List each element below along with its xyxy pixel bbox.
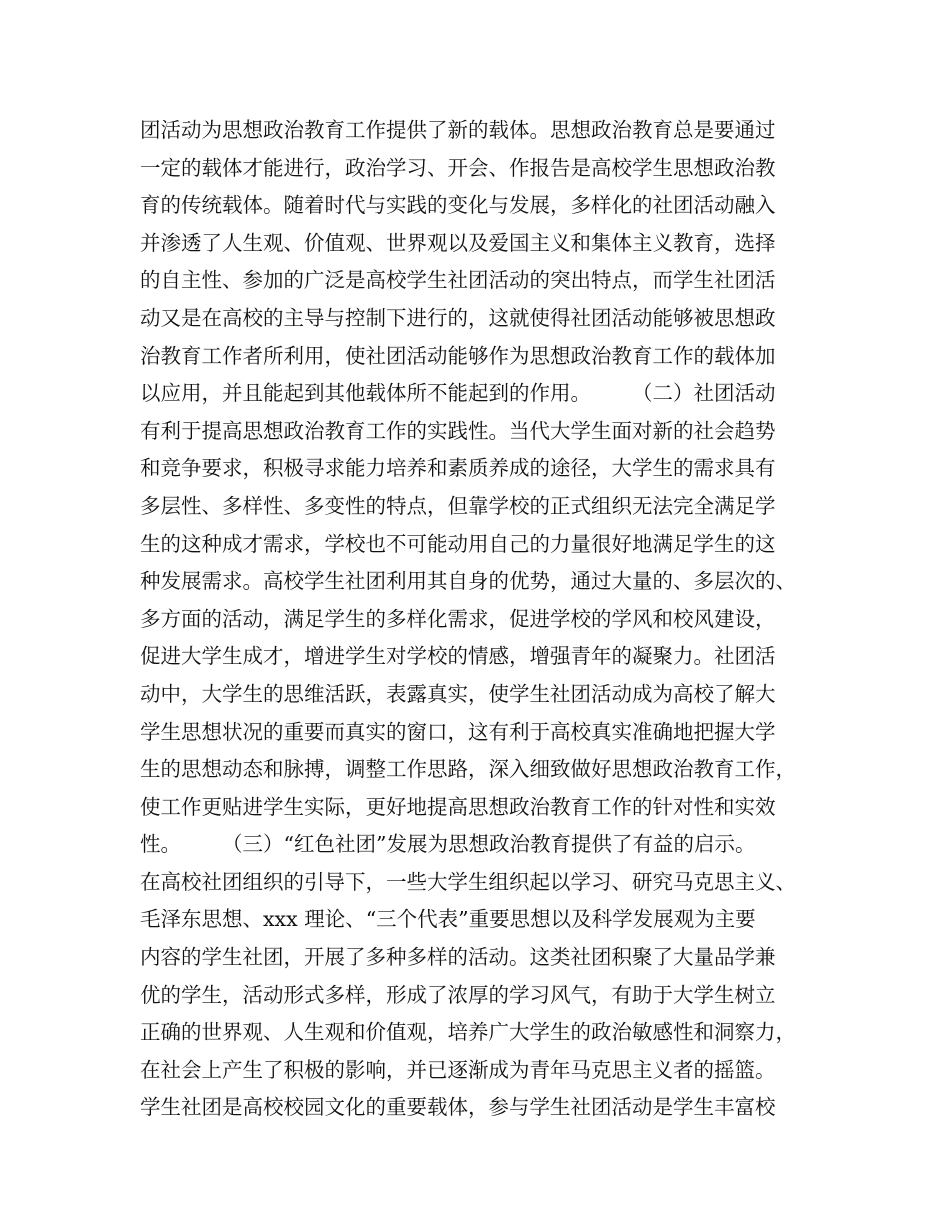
body-text xyxy=(140,112,830,1127)
text-line: 优的学生，活动形式多样，形成了浓厚的学习风气，有助于大学生树立 xyxy=(140,982,776,1007)
text-line: 生的这种成才需求，学校也不可能动用自己的力量很好地满足学生的这 xyxy=(140,531,776,556)
text-line: 的自主性、参加的广泛是高校学生社团活动的突出特点，而学生社团活 xyxy=(140,268,776,293)
text-line: 动中，大学生的思维活跃，表露真实，使学生社团活动成为高校了解大 xyxy=(140,681,776,706)
text-line: 学生社团是高校校园文化的重要载体，参与学生社团活动是学生丰富校 xyxy=(140,1095,776,1120)
text-line: 在高校社团组织的引导下，一些大学生组织起以学习、研究马克思主义、 xyxy=(140,869,796,894)
text-line: 并渗透了人生观、价值观、世界观以及爱国主义和集体主义教育，选择 xyxy=(140,230,776,255)
text-line: 动又是在高校的主导与控制下进行的，这就使得社团活动能够被思想政 xyxy=(140,305,776,330)
text-line: 使工作更贴进学生实际，更好地提高思想政治教育工作的针对性和实效 xyxy=(140,794,776,819)
text-line: 一定的载体才能进行，政治学习、开会、作报告是高校学生思想政治教 xyxy=(140,155,776,180)
text-line: 多方面的活动，满足学生的多样化需求，促进学校的学风和校风建设， xyxy=(140,606,776,631)
text-line: 性。 （三）“红色社团”发展为思想政治教育提供了有益的启示。 xyxy=(140,832,756,857)
text-line: 多层性、多样性、多变性的特点，但靠学校的正式组织无法完全满足学 xyxy=(140,493,776,518)
text-line: 生的思想动态和脉搏，调整工作思路，深入细致做好思想政治教育工作， xyxy=(140,757,796,782)
text-line: 育的传统载体。随着时代与实践的变化与发展，多样化的社团活动融入 xyxy=(140,193,776,218)
text-line: 毛泽东思想、xxx 理论、“三个代表”重要思想以及科学发展观为主要 xyxy=(140,907,756,932)
text-line: 种发展需求。高校学生社团利用其自身的优势，通过大量的、多层次的、 xyxy=(140,569,796,594)
text-line: 有利于提高思想政治教育工作的实践性。当代大学生面对新的社会趋势 xyxy=(140,418,776,443)
text-line: 治教育工作者所利用，使社团活动能够作为思想政治教育工作的载体加 xyxy=(140,343,776,368)
text-line: 团活动为思想政治教育工作提供了新的载体。思想政治教育总是要通过 xyxy=(140,118,776,142)
text-line: 促进大学生成才，增进学生对学校的情感，增强青年的凝聚力。社团活 xyxy=(140,644,776,669)
text-line: 以应用，并且能起到其他载体所不能起到的作用。 （二）社团活动 xyxy=(140,381,776,406)
text-line: 和竞争要求，积极寻求能力培养和素质养成的途径，大学生的需求具有 xyxy=(140,456,776,481)
text-line: 内容的学生社团，开展了多种多样的活动。这类社团积聚了大量品学兼 xyxy=(140,945,776,970)
text-line: 正确的世界观、人生观和价值观，培养广大学生的政治敏感性和洞察力， xyxy=(140,1020,796,1045)
text-line: 学生思想状况的重要而真实的窗口，这有利于高校真实准确地把握大学 xyxy=(140,719,776,744)
text-line: 在社会上产生了积极的影响，并已逐渐成为青年马克思主义者的摇篮。 xyxy=(140,1057,776,1082)
